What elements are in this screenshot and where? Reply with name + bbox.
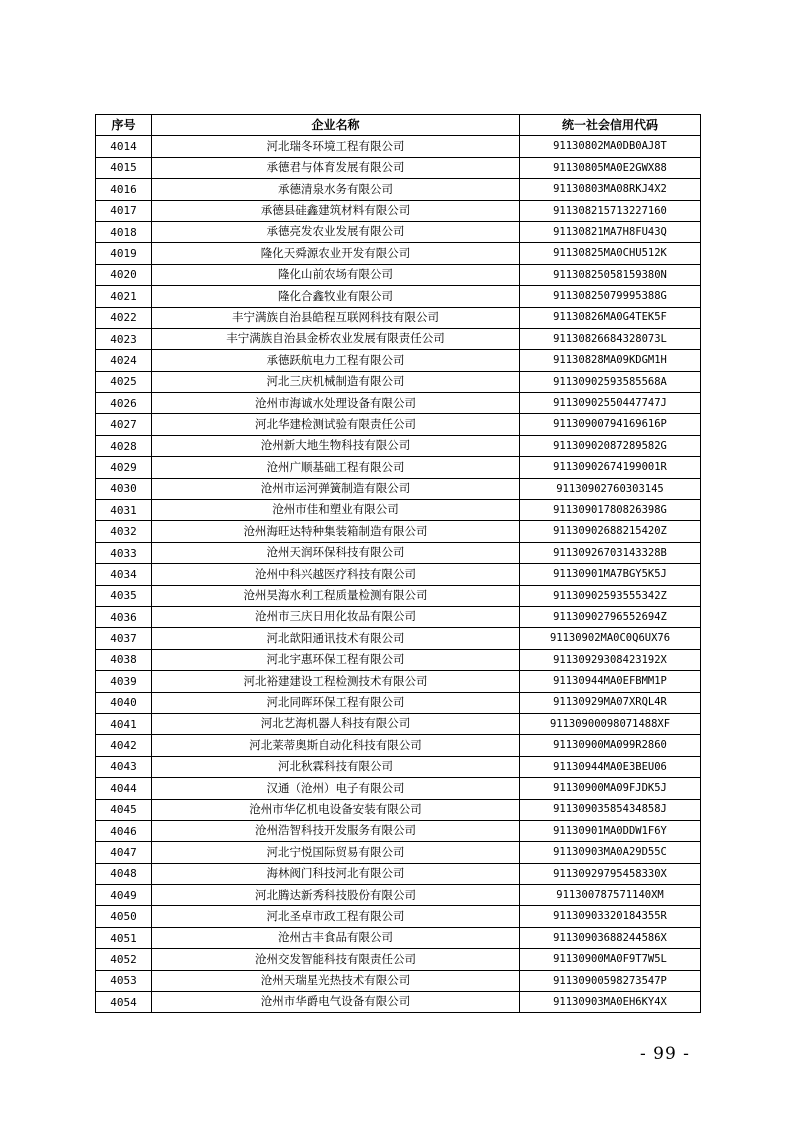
cell-credit-code: 91130826684328073L xyxy=(520,328,701,349)
cell-enterprise-name: 沧州昊海水利工程质量检测有限公司 xyxy=(152,585,520,606)
header-serial-number: 序号 xyxy=(96,115,152,136)
table-row xyxy=(96,949,701,970)
cell-enterprise-name: 河北宁悦国际贸易有限公司 xyxy=(152,842,520,863)
cell-serial-number: 4054 xyxy=(96,992,152,1013)
cell-serial-number: 4044 xyxy=(96,778,152,799)
table-row xyxy=(96,307,701,328)
table-row xyxy=(96,713,701,734)
table-row xyxy=(96,371,701,392)
cell-serial-number: 4041 xyxy=(96,713,152,734)
header-enterprise-name: 企业名称 xyxy=(152,115,520,136)
cell-serial-number: 4039 xyxy=(96,671,152,692)
cell-enterprise-name: 河北三庆机械制造有限公司 xyxy=(152,371,520,392)
header-credit-code: 统一社会信用代码 xyxy=(520,115,701,136)
cell-enterprise-name: 河北莱蒂奥斯自动化科技有限公司 xyxy=(152,735,520,756)
cell-credit-code: 91130825058159380N xyxy=(520,264,701,285)
cell-enterprise-name: 沧州交发智能科技有限责任公司 xyxy=(152,949,520,970)
cell-enterprise-name: 沧州市运河弹簧制造有限公司 xyxy=(152,478,520,499)
cell-serial-number: 4035 xyxy=(96,585,152,606)
enterprise-table xyxy=(95,114,701,1013)
table-row xyxy=(96,264,701,285)
cell-serial-number: 4036 xyxy=(96,606,152,627)
cell-serial-number: 4027 xyxy=(96,414,152,435)
cell-credit-code: 91130902674199001R xyxy=(520,457,701,478)
cell-enterprise-name: 沧州市海诚水处理设备有限公司 xyxy=(152,393,520,414)
table-row xyxy=(96,243,701,264)
cell-serial-number: 4020 xyxy=(96,264,152,285)
cell-credit-code: 91130944MA0E3BEU06 xyxy=(520,756,701,777)
cell-enterprise-name: 河北腾达新秀科技股份有限公司 xyxy=(152,885,520,906)
cell-serial-number: 4049 xyxy=(96,885,152,906)
cell-serial-number: 4034 xyxy=(96,564,152,585)
cell-serial-number: 4040 xyxy=(96,692,152,713)
cell-credit-code: 91130900598273547P xyxy=(520,970,701,991)
cell-serial-number: 4024 xyxy=(96,350,152,371)
cell-credit-code: 91130821MA7H8FU43Q xyxy=(520,221,701,242)
cell-credit-code: 91130903585434858J xyxy=(520,799,701,820)
table-row xyxy=(96,671,701,692)
cell-serial-number: 4042 xyxy=(96,735,152,756)
table-row xyxy=(96,778,701,799)
table-row xyxy=(96,863,701,884)
table-row xyxy=(96,500,701,521)
cell-enterprise-name: 河北艺海机器人科技有限公司 xyxy=(152,713,520,734)
cell-serial-number: 4022 xyxy=(96,307,152,328)
cell-enterprise-name: 隆化天舜源农业开发有限公司 xyxy=(152,243,520,264)
cell-enterprise-name: 隆化山前农场有限公司 xyxy=(152,264,520,285)
cell-credit-code: 91130900MA0F9T7W5L xyxy=(520,949,701,970)
table-row xyxy=(96,585,701,606)
cell-enterprise-name: 承德跃航电力工程有限公司 xyxy=(152,350,520,371)
cell-credit-code: 91130903MA0EH6KY4X xyxy=(520,992,701,1013)
cell-credit-code: 91130900098071488XF xyxy=(520,713,701,734)
table-row xyxy=(96,286,701,307)
cell-serial-number: 4025 xyxy=(96,371,152,392)
cell-enterprise-name: 海林阀门科技河北有限公司 xyxy=(152,863,520,884)
table-row xyxy=(96,136,701,157)
cell-serial-number: 4051 xyxy=(96,927,152,948)
cell-enterprise-name: 沧州市华爵电气设备有限公司 xyxy=(152,992,520,1013)
cell-serial-number: 4018 xyxy=(96,221,152,242)
cell-credit-code: 91130902796552694Z xyxy=(520,606,701,627)
table-row xyxy=(96,756,701,777)
cell-credit-code: 91130900794169616P xyxy=(520,414,701,435)
cell-enterprise-name: 沧州天瑞星光热技术有限公司 xyxy=(152,970,520,991)
cell-credit-code: 91130828MA09KDGM1H xyxy=(520,350,701,371)
table-row xyxy=(96,842,701,863)
cell-enterprise-name: 河北圣卓市政工程有限公司 xyxy=(152,906,520,927)
cell-credit-code: 91130903MA0A29D55C xyxy=(520,842,701,863)
table-row xyxy=(96,799,701,820)
cell-credit-code: 91130826MA0G4TEK5F xyxy=(520,307,701,328)
cell-enterprise-name: 沧州浩智科技开发服务有限公司 xyxy=(152,820,520,841)
cell-credit-code: 91130944MA0EFBMM1P xyxy=(520,671,701,692)
cell-credit-code: 91130900MA09FJDK5J xyxy=(520,778,701,799)
cell-serial-number: 4015 xyxy=(96,157,152,178)
cell-credit-code: 91130902087289582G xyxy=(520,435,701,456)
cell-serial-number: 4050 xyxy=(96,906,152,927)
cell-serial-number: 4038 xyxy=(96,649,152,670)
cell-serial-number: 4016 xyxy=(96,179,152,200)
table-row xyxy=(96,628,701,649)
table-row xyxy=(96,478,701,499)
cell-enterprise-name: 沧州新大地生物科技有限公司 xyxy=(152,435,520,456)
table-row xyxy=(96,564,701,585)
table-row xyxy=(96,820,701,841)
cell-enterprise-name: 丰宁满族自治县皓程互联网科技有限公司 xyxy=(152,307,520,328)
table-row xyxy=(96,435,701,456)
cell-serial-number: 4037 xyxy=(96,628,152,649)
cell-serial-number: 4014 xyxy=(96,136,152,157)
cell-enterprise-name: 河北华建检测试验有限责任公司 xyxy=(152,414,520,435)
table-row xyxy=(96,521,701,542)
cell-credit-code: 91130929308423192X xyxy=(520,649,701,670)
cell-enterprise-name: 沧州天润环保科技有限公司 xyxy=(152,542,520,563)
cell-credit-code: 91130802MA0DB0AJ8T xyxy=(520,136,701,157)
cell-serial-number: 4033 xyxy=(96,542,152,563)
table-row xyxy=(96,970,701,991)
cell-credit-code: 91130902760303145 xyxy=(520,478,701,499)
cell-enterprise-name: 沧州中科兴越医疗科技有限公司 xyxy=(152,564,520,585)
cell-credit-code: 91130903688244586X xyxy=(520,927,701,948)
cell-enterprise-name: 河北秋霖科技有限公司 xyxy=(152,756,520,777)
cell-credit-code: 91130902593585568A xyxy=(520,371,701,392)
table-row xyxy=(96,885,701,906)
cell-credit-code: 91130901780826398G xyxy=(520,500,701,521)
cell-serial-number: 4030 xyxy=(96,478,152,499)
cell-credit-code: 91130902593555342Z xyxy=(520,585,701,606)
table-row xyxy=(96,542,701,563)
cell-serial-number: 4029 xyxy=(96,457,152,478)
table-row xyxy=(96,157,701,178)
table-row xyxy=(96,350,701,371)
cell-credit-code: 91130901MA0DDW1F6Y xyxy=(520,820,701,841)
table-row xyxy=(96,692,701,713)
cell-enterprise-name: 沧州市华亿机电设备安装有限公司 xyxy=(152,799,520,820)
cell-credit-code: 911308215713227160 xyxy=(520,200,701,221)
table-header-row xyxy=(96,115,701,136)
cell-enterprise-name: 承德县硅鑫建筑材料有限公司 xyxy=(152,200,520,221)
cell-credit-code: 91130803MA08RKJ4X2 xyxy=(520,179,701,200)
cell-credit-code: 91130903320184355R xyxy=(520,906,701,927)
cell-enterprise-name: 承德君与体育发展有限公司 xyxy=(152,157,520,178)
cell-enterprise-name: 河北宇惠环保工程有限公司 xyxy=(152,649,520,670)
table-row xyxy=(96,649,701,670)
cell-serial-number: 4026 xyxy=(96,393,152,414)
table-row xyxy=(96,393,701,414)
cell-enterprise-name: 丰宁满族自治县金桥农业发展有限责任公司 xyxy=(152,328,520,349)
cell-credit-code: 91130902MA0C0Q6UX76 xyxy=(520,628,701,649)
table-row xyxy=(96,992,701,1013)
cell-credit-code: 91130929795458330X xyxy=(520,863,701,884)
cell-enterprise-name: 河北瑞冬环境工程有限公司 xyxy=(152,136,520,157)
cell-serial-number: 4019 xyxy=(96,243,152,264)
cell-credit-code: 91130926703143328B xyxy=(520,542,701,563)
cell-enterprise-name: 隆化合鑫牧业有限公司 xyxy=(152,286,520,307)
cell-enterprise-name: 河北裕建建设工程检测技术有限公司 xyxy=(152,671,520,692)
cell-credit-code: 91130825MA0CHU512K xyxy=(520,243,701,264)
cell-serial-number: 4045 xyxy=(96,799,152,820)
cell-credit-code: 91130825079995388G xyxy=(520,286,701,307)
cell-serial-number: 4023 xyxy=(96,328,152,349)
cell-enterprise-name: 汉通（沧州）电子有限公司 xyxy=(152,778,520,799)
table-row xyxy=(96,735,701,756)
cell-credit-code: 911300787571140XM xyxy=(520,885,701,906)
cell-serial-number: 4043 xyxy=(96,756,152,777)
table-row xyxy=(96,200,701,221)
cell-serial-number: 4048 xyxy=(96,863,152,884)
cell-serial-number: 4047 xyxy=(96,842,152,863)
cell-serial-number: 4053 xyxy=(96,970,152,991)
cell-enterprise-name: 承德清泉水务有限公司 xyxy=(152,179,520,200)
cell-enterprise-name: 沧州市佳和塑业有限公司 xyxy=(152,500,520,521)
cell-enterprise-name: 承德亮发农业发展有限公司 xyxy=(152,221,520,242)
table-row xyxy=(96,457,701,478)
cell-serial-number: 4017 xyxy=(96,200,152,221)
cell-credit-code: 91130902550447747J xyxy=(520,393,701,414)
page-number: - 99 - xyxy=(640,1044,690,1064)
table-body xyxy=(96,136,701,1013)
cell-credit-code: 91130900MA099R2860 xyxy=(520,735,701,756)
cell-enterprise-name: 河北同晖环保工程有限公司 xyxy=(152,692,520,713)
table-row xyxy=(96,221,701,242)
cell-credit-code: 91130805MA0E2GWX88 xyxy=(520,157,701,178)
cell-enterprise-name: 河北歆阳通讯技术有限公司 xyxy=(152,628,520,649)
cell-enterprise-name: 沧州海旺达特种集装箱制造有限公司 xyxy=(152,521,520,542)
cell-enterprise-name: 沧州市三庆日用化妆品有限公司 xyxy=(152,606,520,627)
cell-serial-number: 4031 xyxy=(96,500,152,521)
cell-serial-number: 4032 xyxy=(96,521,152,542)
cell-serial-number: 4021 xyxy=(96,286,152,307)
cell-enterprise-name: 沧州古丰食品有限公司 xyxy=(152,927,520,948)
cell-serial-number: 4052 xyxy=(96,949,152,970)
cell-enterprise-name: 沧州广顺基础工程有限公司 xyxy=(152,457,520,478)
cell-credit-code: 91130901MA7BGY5K5J xyxy=(520,564,701,585)
table-row xyxy=(96,179,701,200)
table-row xyxy=(96,606,701,627)
cell-serial-number: 4046 xyxy=(96,820,152,841)
cell-serial-number: 4028 xyxy=(96,435,152,456)
table-row xyxy=(96,927,701,948)
cell-credit-code: 91130902688215420Z xyxy=(520,521,701,542)
table-row xyxy=(96,328,701,349)
table-row xyxy=(96,906,701,927)
cell-credit-code: 91130929MA07XRQL4R xyxy=(520,692,701,713)
table-row xyxy=(96,414,701,435)
